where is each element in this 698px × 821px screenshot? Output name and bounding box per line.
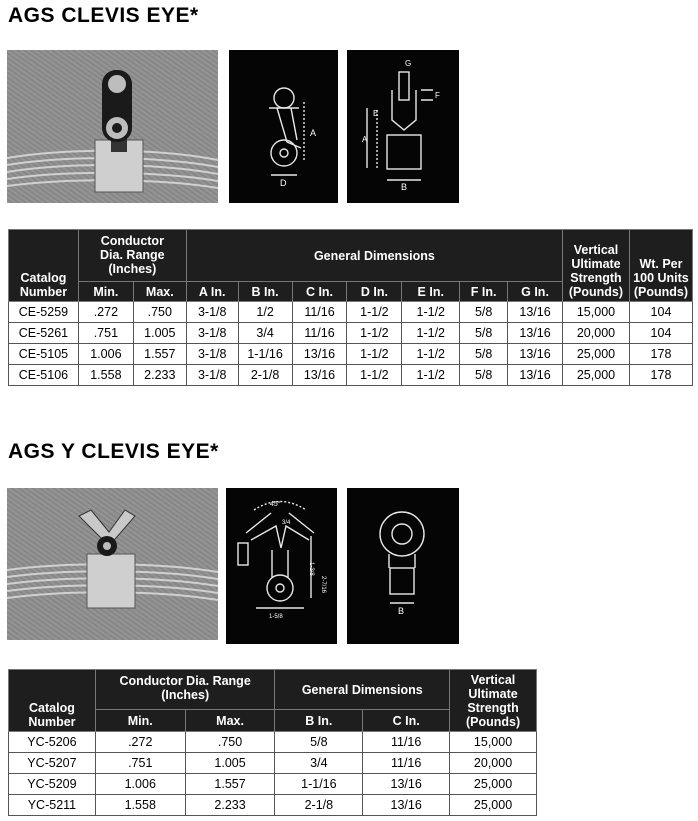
cell-b: 2-1/8 bbox=[275, 795, 363, 816]
cell-strength: 25,000 bbox=[563, 365, 630, 386]
cell-catalog: CE-5259 bbox=[9, 302, 79, 323]
header-catalog-number: Catalog Number bbox=[9, 670, 96, 732]
cell-c: 13/16 bbox=[292, 344, 347, 365]
cell-min: 1.006 bbox=[78, 344, 133, 365]
cell-b: 3/4 bbox=[238, 323, 292, 344]
table-row bbox=[9, 795, 537, 816]
cell-c: 11/16 bbox=[292, 302, 347, 323]
cell-e: 1-1/2 bbox=[402, 323, 460, 344]
dim-label-angle: 45° bbox=[270, 501, 281, 508]
header-d: D In. bbox=[347, 282, 402, 302]
cell-strength: 25,000 bbox=[563, 344, 630, 365]
dim-label-b2: B bbox=[398, 606, 405, 616]
header-conductor-range: Conductor Dia. Range (Inches) bbox=[95, 670, 275, 710]
dim-label-d: D bbox=[280, 178, 287, 188]
cell-f: 5/8 bbox=[460, 302, 508, 323]
header-b: B In. bbox=[238, 282, 292, 302]
dim-label-e: E bbox=[373, 109, 379, 118]
table-row bbox=[9, 302, 693, 323]
header-f: F In. bbox=[460, 282, 508, 302]
header-general-dimensions: General Dimensions bbox=[275, 670, 450, 710]
cell-min: .751 bbox=[78, 323, 133, 344]
clevis-eye-side-drawing bbox=[229, 50, 338, 203]
cell-e: 1-1/2 bbox=[402, 344, 460, 365]
cell-catalog: YC-5207 bbox=[9, 753, 96, 774]
clevis-eye-spec-table bbox=[8, 229, 693, 386]
cell-d: 1-1/2 bbox=[347, 302, 402, 323]
cell-weight: 178 bbox=[629, 344, 692, 365]
table-row bbox=[9, 344, 693, 365]
cell-c: 11/16 bbox=[363, 753, 450, 774]
cell-b: 1/2 bbox=[238, 302, 292, 323]
y-clevis-eye-side-drawing bbox=[226, 488, 337, 644]
dim-label-base: 1-5/8 bbox=[269, 614, 283, 620]
y-clevis-eye-front-drawing bbox=[347, 488, 459, 644]
cell-g: 13/16 bbox=[508, 344, 563, 365]
cell-f: 5/8 bbox=[460, 344, 508, 365]
cell-b: 1-1/16 bbox=[275, 774, 363, 795]
cell-a: 3-1/8 bbox=[186, 323, 238, 344]
cell-catalog: YC-5206 bbox=[9, 732, 96, 753]
header-min: Min. bbox=[78, 282, 133, 302]
cell-d: 1-1/2 bbox=[347, 344, 402, 365]
header-catalog-number: Catalog Number bbox=[9, 230, 79, 302]
cell-weight: 178 bbox=[629, 365, 692, 386]
cell-f: 5/8 bbox=[460, 323, 508, 344]
header-max: Max. bbox=[185, 710, 275, 732]
cell-c: 13/16 bbox=[363, 795, 450, 816]
header-g: G In. bbox=[508, 282, 563, 302]
cell-b: 3/4 bbox=[275, 753, 363, 774]
cell-g: 13/16 bbox=[508, 365, 563, 386]
cell-e: 1-1/2 bbox=[402, 365, 460, 386]
cell-min: 1.006 bbox=[95, 774, 185, 795]
cell-a: 3-1/8 bbox=[186, 344, 238, 365]
section-title-clevis-eye: AGS CLEVIS EYE* bbox=[8, 4, 199, 27]
cell-max: 1.005 bbox=[185, 753, 275, 774]
header-conductor-range: Conductor Dia. Range (Inches) bbox=[78, 230, 186, 282]
table-row bbox=[9, 732, 537, 753]
dim-label-h2: 2-7/16 bbox=[320, 576, 326, 594]
cell-catalog: YC-5211 bbox=[9, 795, 96, 816]
cell-max: 1.557 bbox=[185, 774, 275, 795]
cell-catalog: YC-5209 bbox=[9, 774, 96, 795]
clevis-eye-front-drawing bbox=[347, 50, 459, 203]
dim-label-width: 3/4 bbox=[282, 520, 291, 526]
cell-catalog: CE-5106 bbox=[9, 365, 79, 386]
cell-c: 11/16 bbox=[363, 732, 450, 753]
cell-b: 5/8 bbox=[275, 732, 363, 753]
cell-a: 3-1/8 bbox=[186, 365, 238, 386]
cell-max: 2.233 bbox=[185, 795, 275, 816]
cell-weight: 104 bbox=[629, 323, 692, 344]
cell-weight: 104 bbox=[629, 302, 692, 323]
cell-c: 13/16 bbox=[292, 365, 347, 386]
cell-strength: 25,000 bbox=[450, 774, 537, 795]
header-e: E In. bbox=[402, 282, 460, 302]
header-min: Min. bbox=[95, 710, 185, 732]
header-a: A In. bbox=[186, 282, 238, 302]
cell-d: 1-1/2 bbox=[347, 323, 402, 344]
cell-d: 1-1/2 bbox=[347, 365, 402, 386]
cell-max: 2.233 bbox=[133, 365, 186, 386]
header-c: C In. bbox=[292, 282, 347, 302]
dim-label-h1: 1-3/8 bbox=[308, 562, 314, 576]
cell-a: 3-1/8 bbox=[186, 302, 238, 323]
header-c: C In. bbox=[363, 710, 450, 732]
dim-label-f: F bbox=[435, 91, 440, 100]
cell-max: .750 bbox=[185, 732, 275, 753]
header-weight: Wt. Per 100 Units (Pounds) bbox=[629, 230, 692, 302]
cell-strength: 15,000 bbox=[450, 732, 537, 753]
table-row bbox=[9, 323, 693, 344]
clevis-eye-photo bbox=[7, 50, 218, 203]
dim-label-b: B bbox=[401, 182, 408, 192]
cell-min: .272 bbox=[95, 732, 185, 753]
y-clevis-eye-photo bbox=[7, 488, 218, 640]
cell-catalog: CE-5261 bbox=[9, 323, 79, 344]
cell-b: 1-1/16 bbox=[238, 344, 292, 365]
table-row bbox=[9, 365, 693, 386]
cell-g: 13/16 bbox=[508, 302, 563, 323]
section-title-y-clevis-eye: AGS Y CLEVIS EYE* bbox=[8, 440, 219, 463]
cell-min: .751 bbox=[95, 753, 185, 774]
dim-label-a: A bbox=[310, 128, 317, 138]
cell-strength: 15,000 bbox=[563, 302, 630, 323]
table-row bbox=[9, 753, 537, 774]
cell-min: 1.558 bbox=[78, 365, 133, 386]
cell-c: 11/16 bbox=[292, 323, 347, 344]
cell-min: .272 bbox=[78, 302, 133, 323]
cell-f: 5/8 bbox=[460, 365, 508, 386]
cell-max: .750 bbox=[133, 302, 186, 323]
cell-min: 1.558 bbox=[95, 795, 185, 816]
cell-strength: 20,000 bbox=[563, 323, 630, 344]
header-strength: Vertical Ultimate Strength (Pounds) bbox=[563, 230, 630, 302]
cell-strength: 25,000 bbox=[450, 795, 537, 816]
cell-max: 1.005 bbox=[133, 323, 186, 344]
cell-g: 13/16 bbox=[508, 323, 563, 344]
cell-b: 2-1/8 bbox=[238, 365, 292, 386]
cell-max: 1.557 bbox=[133, 344, 186, 365]
cell-strength: 20,000 bbox=[450, 753, 537, 774]
table-row bbox=[9, 774, 537, 795]
header-b: B In. bbox=[275, 710, 363, 732]
cell-e: 1-1/2 bbox=[402, 302, 460, 323]
header-general-dimensions: General Dimensions bbox=[186, 230, 562, 282]
header-max: Max. bbox=[133, 282, 186, 302]
y-clevis-eye-spec-table bbox=[8, 669, 537, 816]
dim-label-g: G bbox=[405, 59, 412, 68]
header-strength: Vertical Ultimate Strength (Pounds) bbox=[450, 670, 537, 732]
dim-label-a2: A bbox=[362, 135, 368, 144]
cell-catalog: CE-5105 bbox=[9, 344, 79, 365]
cell-c: 13/16 bbox=[363, 774, 450, 795]
